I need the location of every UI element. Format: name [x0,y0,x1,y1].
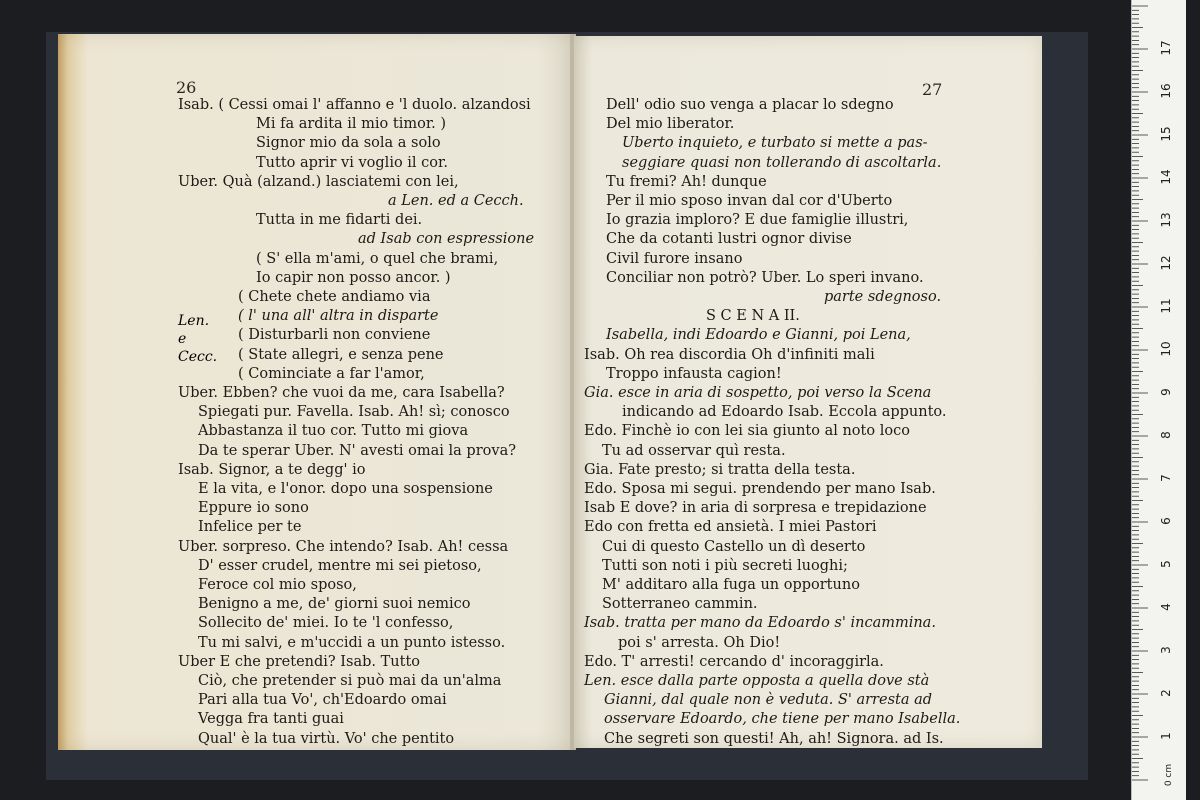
ruler-number: 6 [1159,517,1173,525]
right_page-line: parte sdegnoso. [824,289,942,305]
ruler-number: 4 [1159,603,1173,611]
left_page-line: Qual' è la tua virtù. Vo' che pentito [198,730,455,747]
ruler-number: 16 [1159,83,1173,99]
left_page-line: Uber. sorpreso. Che intendo? Isab. Ah! cessa [178,538,509,555]
left_page-line: ( S' ella m'ami, o quel che brami, [256,250,499,267]
right_page-line: Edo. T' arresti! cercando d' incoraggirla. [584,653,884,670]
right_page-line: Civil furore insano [606,250,743,267]
right_page-line: Per il mio sposo invan dal cor d'Uberto [606,193,893,209]
left_page-line: D' esser crudel, mentre mi sei pietoso, [198,557,482,574]
right_page-line: Isabella, indi Edoardo e Gianni, poi Lena, [606,327,911,344]
ruler-number: 17 [1159,40,1173,56]
right_page-line: Uberto inquieto, e turbato si mette a pas- [622,135,928,152]
left_page-line: Uber. Quà (alzand.) lasciatemi con lei, [178,173,459,190]
left_page-line: ( l' una all' altra in disparte [238,308,439,325]
right_page-line: S C E N A II. [706,308,800,325]
ruler-number: 8 [1159,431,1173,439]
ruler-unit: 0 cm [1164,763,1175,787]
left_page-line: ( Chete chete andiamo via [238,289,431,305]
right_page-line: Edo. Sposa mi segui. prendendo per mano Isab. [584,481,936,497]
left-page-text [58,34,572,750]
left_page-line: Mi fa ardita il mio timor. ) [256,116,447,133]
ruler-number: 12 [1159,255,1173,271]
ruler-number: 5 [1159,560,1173,568]
margin-label: Len. e Cecc. [178,313,218,365]
left_page-line: Sollecito de' miei. Io te 'l confesso, [198,615,454,632]
left_page-line: Isab. Signor, a te degg' io [178,461,366,478]
ruler-number: 11 [1159,298,1173,314]
left_page-line: Benigno a me, de' giorni suoi nemico [198,596,471,613]
ruler-number: 3 [1159,646,1173,654]
right_page-line: indicando ad Edoardo Isab. Eccola appunto. [622,404,947,421]
right-page-text [574,36,1042,748]
ruler-number: 10 [1159,341,1173,357]
right_page-line: Gia. esce in aria di sospetto, poi verso la Scena [584,385,932,401]
right_page-line: osservare Edoardo, che tiene per mano Isabella. [604,711,961,728]
right-page [574,36,1042,748]
right_page-line: Gianni, dal quale non è veduta. S' arresta ad [604,692,933,709]
left_page-line: Signor mio da sola a solo [256,135,441,152]
left_page-line: ( Cominciate a far l'amor, [238,365,425,382]
ruler-number: 15 [1159,126,1173,142]
right_page-line: Cui di questo Castello un dì deserto [602,538,866,555]
left_page-line: ( Disturbarli non conviene [238,327,431,344]
ruler-number: 2 [1159,689,1173,697]
right_page-line: Edo con fretta ed ansietà. I miei Pastori [584,519,877,536]
left_page-line: Spiegati pur. Favella. Isab. Ah! sì; conosco [198,404,510,421]
right_page-line: seggiare quasi non tollerando di ascoltarla. [622,154,942,171]
ruler-number: 14 [1159,169,1173,185]
ruler-number: 13 [1159,212,1173,228]
left_page-line: Tu mi salvi, e m'uccidi a un punto istesso. [198,634,506,651]
right_page-line: Sotterraneo cammin. [602,596,758,613]
left_page-line: ad Isab con espressione [358,231,535,248]
left_page-line: Isab. ( Cessi omai l' affanno e 'l duolo. alzandosi [178,97,531,113]
right_page-line: Tu fremi? Ah! dunque [606,173,767,190]
right_page-line: Gia. Fate presto; si tratta della testa. [584,461,856,478]
left_page-line: a Len. ed a Cecch. [388,193,524,209]
measurement-ruler [1131,0,1186,800]
left_page-line: Eppure io sono [198,500,309,517]
right_page-line: Conciliar non potrò? Uber. Lo speri invano. [606,269,924,286]
right_page-line: M' additaro alla fuga un opportuno [602,577,860,593]
right_page-line: poi s' arresta. Oh Dio! [618,634,781,651]
ruler-number: 7 [1159,474,1173,482]
right_page-line: Dell' odio suo venga a placar lo sdegno [606,97,894,113]
left_page-line: Tutto aprir vi voglio il cor. [256,154,448,171]
right_page-line: Del mio liberator. [606,116,735,133]
left_page-line: Uber. Ebben? che vuoi da me, cara Isabella? [178,385,505,401]
left_page-line: Ciò, che pretender si può mai da un'alma [198,673,502,689]
right_page-line: Isab E dove? in aria di sorpresa e trepidazione [584,500,927,517]
left_page-line: ( State allegri, e senza pene [238,346,444,363]
right_page-line: Io grazia imploro? E due famiglie illustri, [606,212,909,229]
right_page-line: Tu ad osservar quì resta. [602,442,786,459]
left_page-line: Io capir non posso ancor. ) [256,269,451,286]
right_page-line: Che da cotanti lustri ognor divise [606,231,852,248]
ruler-number: 1 [1159,732,1173,740]
ruler-number: 9 [1159,388,1173,396]
left_page-line: Vegga fra tanti guai [198,711,344,728]
left_page-line: Tutta in me fidarti dei. [256,212,423,229]
right_page-line: Isab. tratta per mano da Edoardo s' incammina. [584,615,936,632]
left_page-line: Da te sperar Uber. N' avesti omai la prova? [198,442,516,459]
left-page [58,34,572,750]
left_page-line: Uber E che pretendi? Isab. Tutto [178,653,421,670]
right_page-line: Len. esce dalla parte opposta a quella dove stà [584,673,930,689]
right_page-line: Isab. Oh rea discordia Oh d'infiniti mali [584,346,875,363]
page-number-right: 27 [922,80,943,99]
left_page-line: Feroce col mio sposo, [198,577,357,593]
left_page-line: Infelice per te [198,519,302,536]
right_page-line: Tutti son noti i più secreti luoghi; [602,557,848,574]
left_page-line: Pari alla tua Vo', ch'Edoardo omai [198,692,447,709]
left_page-line: E la vita, e l'onor. dopo una sospensione [198,481,493,497]
right_page-line: Troppo infausta cagion! [606,365,782,382]
right_page-line: Che segreti son questi! Ah, ah! Signora. ad Is. [604,730,944,747]
right_page-line: Edo. Finchè io con lei sia giunto al noto loco [584,423,910,440]
page-number-left: 26 [176,78,197,97]
left_page-line: Abbastanza il tuo cor. Tutto mi giova [198,423,469,440]
